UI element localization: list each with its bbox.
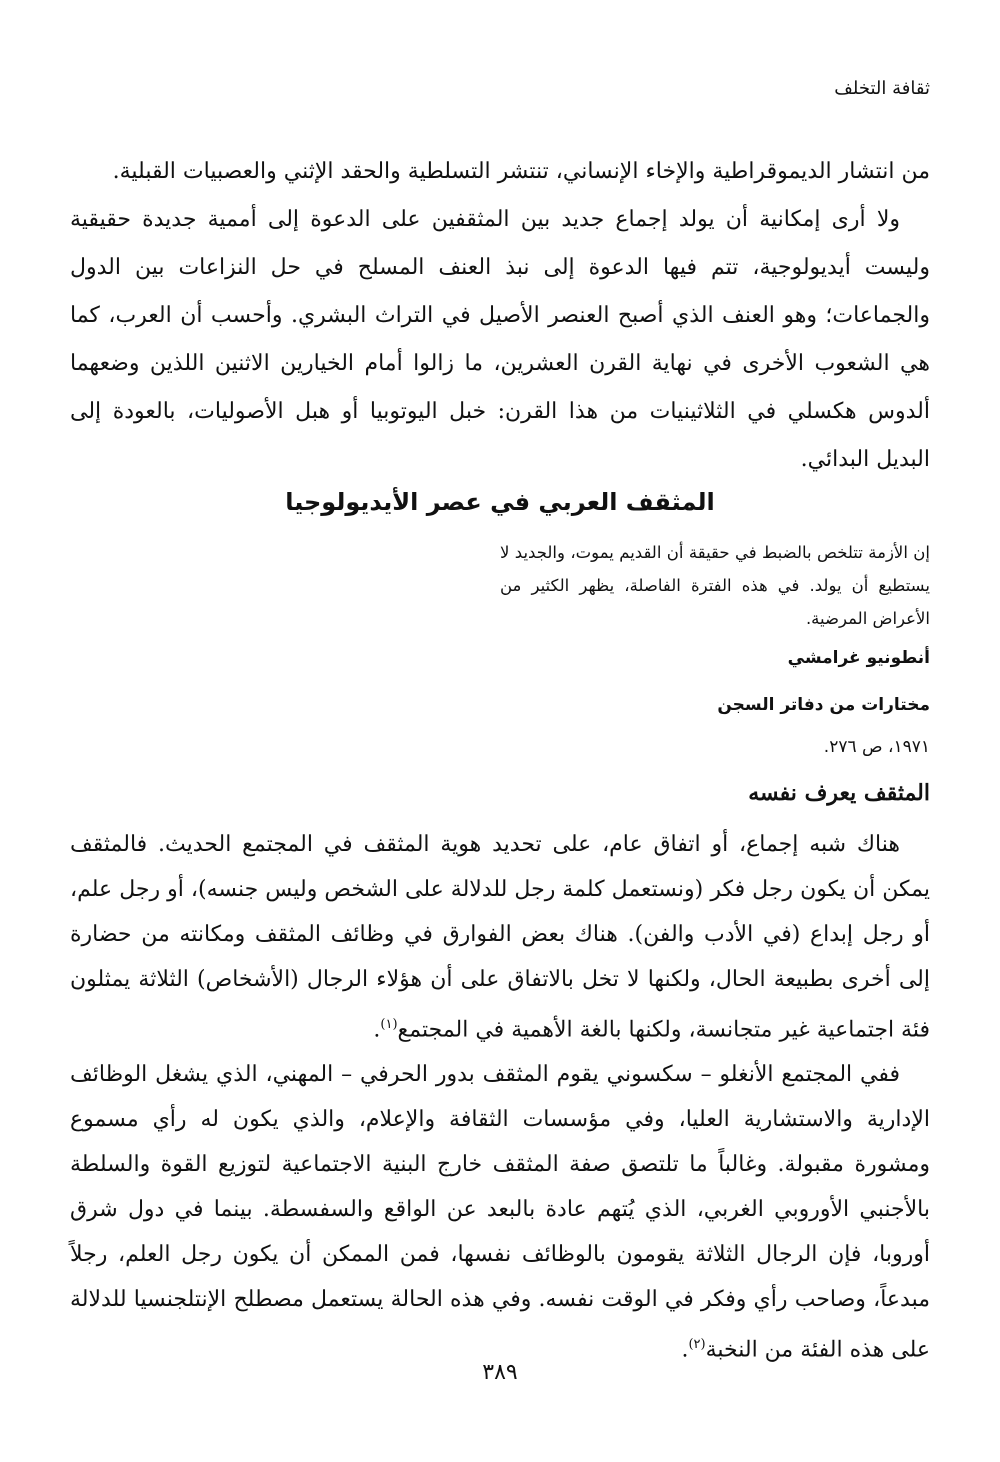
section-title: المثقف العربي في عصر الأيديولوجيا [285, 488, 715, 516]
epigraph-work: مختارات من دفاتر السجن [717, 695, 930, 715]
paragraph-1: من انتشار الديموقراطية والإخاء الإنساني، تنتشر التسلطية والحقد الإثني والعصبيات القبلية. [112, 159, 930, 184]
running-head: ثقافة التخلف [834, 78, 930, 99]
page-number: ٣٨٩ [482, 1360, 518, 1385]
paragraph-4-end: . [681, 1337, 689, 1363]
body-text-top [70, 148, 930, 484]
book-page [70, 0, 930, 1462]
paragraph-3-text: هناك شبه إجماع، أو اتفاق عام، على تحديد هوية المثقف في المجتمع الحديث. فالمثقف يمكن أن يكون رجل فكر (ونستعمل كلمة رجل للدلالة على الشخص وليس جنسه)، أو رجل علم، أو رجل إبداع (في الأدب والفن). هناك بعض الفوارق في وظائف المثقف ومكانته من حضارة إلى أخرى بطبيعة الحال، ولكنها لا تخل بالاتفاق على أن هؤلاء الرجال (الأشخاص) الثلاثة يمثلون فئة اجتماعية غير متجانسة، ولكنها بالغة الأهمية في المجتمع [70, 832, 930, 1043]
paragraph-2: ولا أرى إمكانية أن يولد إجماع جديد بين المثقفين على الدعوة إلى أممية جديدة حقيقية وليست أيديولوجية، تتم فيها الدعوة إلى نبذ العنف المسلح في حل النزاعات بين الدول والجماعات؛ وهو العنف الذي أصبح العنصر الأصيل في التراث البشري. وأحسب أن العرب، كما هي الشعوب الأخرى في نهاية القرن العشرين، ما زالوا أمام الخيارين الاثنين اللذين وضعهما ألدوس هكسلي في الثلاثينيات من هذا القرن: خبل اليوتوبيا أو هبل الأصوليات، بالعودة إلى البديل البدائي. [70, 207, 931, 472]
paragraph-3 [70, 822, 930, 1052]
paragraph-3-end: . [373, 1017, 381, 1043]
epigraph-author: أنطونيو غرامشي [787, 648, 930, 668]
body-text-bottom [70, 822, 930, 1373]
epigraph-quote: إن الأزمة تتلخص بالضبط في حقيقة أن القديم يموت، والجديد لا يستطيع أن يولد. في هذه الفترة الفاصلة، يظهر الكثير من الأعراض المرضية. [500, 543, 930, 628]
footnote-ref-1[interactable]: (١) [380, 1017, 398, 1032]
paragraph-4-text: ففي المجتمع الأنغلو – سكسوني يقوم المثقف بدور الحرفي – المهني، الذي يشغل الوظائف الإدارية والاستشارية العليا، وفي مؤسسات الثقافة والإعلام، والذي يكون له رأي مسموع ومشورة مقبولة. وغالباً ما تلتصق صفة المثقف خارج البنية الاجتماعية لتوزيع القوة والسلطة بالأجنبي الأوروبي الغربي، الذي يُتهم عادة بالبعد عن الواقع والسفسطة. بينما في دول شرق أوروبا، فإن الرجال الثلاثة يقومون بالوظائف نفسها، فمن الممكن أن يكون رجل العلم، رجلاً مبدعاً، وصاحب رأي وفكر في الوقت نفسه. وفي هذه الحالة يستعمل مصطلح الإنتلجنسيا للدلالة على هذه الفئة من النخبة [70, 1062, 930, 1363]
footnote-ref-2[interactable]: (٢) [688, 1337, 706, 1353]
paragraph-4 [70, 1052, 930, 1372]
epigraph-citation: ١٩٧١، ص ٢٧٦. [823, 737, 930, 757]
subheading: المثقف يعرف نفسه [748, 780, 930, 806]
